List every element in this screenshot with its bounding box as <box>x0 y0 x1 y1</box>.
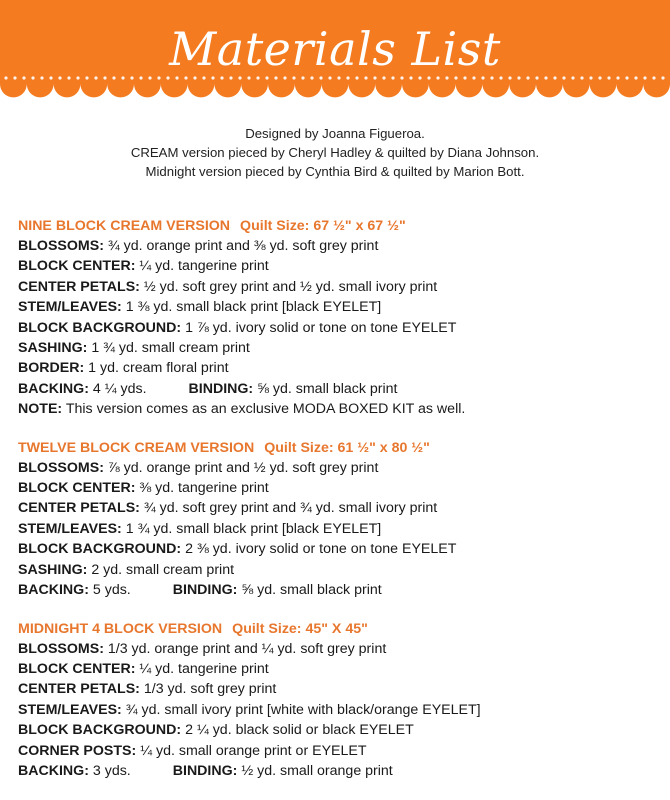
material-label: BINDING: <box>172 582 238 599</box>
material-label: NOTE: <box>18 401 63 418</box>
quilt-size: Quilt Size: 61 ½" x 80 ½" <box>264 439 430 456</box>
material-label: BLOCK CENTER: <box>18 480 136 497</box>
section-heading <box>18 619 658 639</box>
material-text: ¼ yd. small orange print or EYELET <box>140 742 367 759</box>
material-label: STEM/LEAVES: <box>18 701 122 718</box>
material-label: BLOCK BACKGROUND: <box>18 541 182 558</box>
section-title: MIDNIGHT 4 BLOCK VERSION <box>18 620 223 637</box>
material-text: ⅝ yd. small black print <box>257 380 398 397</box>
material-text: 5 yds. <box>92 582 131 599</box>
material-line <box>18 478 658 498</box>
material-line <box>18 498 658 518</box>
material-line <box>18 338 658 358</box>
material-text: 1 ¾ yd. small cream print <box>91 340 250 357</box>
material-text: 1 ¾ yd. small black print [black EYELET] <box>125 520 382 537</box>
material-label: CORNER POSTS: <box>18 742 137 759</box>
materials-section <box>18 438 658 601</box>
material-line <box>18 318 658 338</box>
material-line <box>18 679 658 699</box>
material-text: 1 ⅜ yd. small black print [black EYELET] <box>125 299 382 316</box>
material-label: BLOCK BACKGROUND: <box>18 319 182 336</box>
material-text: This version comes as an exclusive MODA BOXED KIT as well. <box>65 401 466 418</box>
material-text: ⅜ yd. tangerine print <box>139 480 269 497</box>
credit-line-cream: CREAM version pieced by Cheryl Hadley & quilted by Diana Johnson. <box>130 145 540 160</box>
material-line <box>18 741 658 761</box>
section-title: TWELVE BLOCK CREAM VERSION <box>18 439 255 456</box>
material-label: BLOCK CENTER: <box>18 258 136 275</box>
material-text: 1 yd. cream floral print <box>88 360 229 377</box>
credits <box>0 124 670 181</box>
material-text: 2 ¼ yd. black solid or black EYELET <box>185 722 414 739</box>
material-label: BINDING: <box>188 380 254 397</box>
material-line <box>18 539 658 559</box>
material-line <box>18 236 658 256</box>
material-text: ½ yd. soft grey print and ½ yd. small ivory print <box>143 278 438 295</box>
material-label: SASHING: <box>18 340 88 357</box>
material-label: BLOSSOMS: <box>18 459 104 476</box>
credit-line-designer: Designed by Joanna Figueroa. <box>245 126 425 141</box>
materials-section <box>18 619 658 782</box>
material-line <box>18 519 658 539</box>
material-text: ¾ yd. soft grey print and ¾ yd. small ivory print <box>143 500 438 517</box>
material-text: ¾ yd. small ivory print [white with black/orange EYELET] <box>125 701 481 718</box>
section-heading <box>18 438 658 458</box>
material-text: 1/3 yd. orange print and ¼ yd. soft grey print <box>107 640 387 657</box>
material-text: 4 ¼ yds. <box>92 380 147 397</box>
material-label: BACKING: <box>18 762 89 779</box>
material-text: 1 ⅞ yd. ivory solid or tone on tone EYELET <box>185 319 457 336</box>
material-label: STEM/LEAVES: <box>18 520 122 537</box>
material-label: CENTER PETALS: <box>18 278 140 295</box>
material-label: BORDER: <box>18 360 85 377</box>
material-line <box>18 277 658 297</box>
material-label: BLOCK CENTER: <box>18 660 136 677</box>
material-line <box>18 256 658 276</box>
material-line <box>18 379 658 399</box>
material-line <box>18 297 658 317</box>
material-line <box>18 580 658 600</box>
quilt-size: Quilt Size: 45" X 45" <box>232 620 368 637</box>
material-line <box>18 720 658 740</box>
section-title: NINE BLOCK CREAM VERSION <box>18 218 231 234</box>
material-text: ¾ yd. orange print and ⅜ yd. soft grey print <box>107 238 379 254</box>
section-heading <box>18 216 658 236</box>
material-label: BLOSSOMS: <box>18 640 104 657</box>
material-line <box>18 358 658 378</box>
material-text: 3 yds. <box>92 762 131 779</box>
material-label: BACKING: <box>18 380 89 397</box>
material-text: 2 ⅜ yd. ivory solid or tone on tone EYELET <box>185 541 457 558</box>
material-label: BLOSSOMS: <box>18 238 104 254</box>
material-label: SASHING: <box>18 561 88 578</box>
materials-sections <box>18 216 658 799</box>
material-label: CENTER PETALS: <box>18 681 140 698</box>
material-line <box>18 560 658 580</box>
material-text: ¼ yd. tangerine print <box>139 660 269 677</box>
materials-section <box>18 216 658 420</box>
material-label: BLOCK BACKGROUND: <box>18 722 182 739</box>
material-text: 2 yd. small cream print <box>91 561 235 578</box>
material-label: BINDING: <box>172 762 238 779</box>
material-line <box>18 659 658 679</box>
material-text: ½ yd. small orange print <box>241 762 393 779</box>
material-text: 1/3 yd. soft grey print <box>143 681 277 698</box>
material-line <box>18 458 658 478</box>
header-banner <box>0 0 670 118</box>
material-line <box>18 399 658 419</box>
material-text: ⅞ yd. orange print and ½ yd. soft grey print <box>107 459 379 476</box>
material-label: BACKING: <box>18 582 89 599</box>
material-line <box>18 761 658 781</box>
material-text: ⅝ yd. small black print <box>241 582 382 599</box>
material-label: CENTER PETALS: <box>18 500 140 517</box>
credit-line-midnight: Midnight version pieced by Cynthia Bird & quilted by Marion Bott. <box>145 164 525 179</box>
material-label: STEM/LEAVES: <box>18 299 122 316</box>
material-line <box>18 700 658 720</box>
material-line <box>18 639 658 659</box>
quilt-size: Quilt Size: 67 ½" x 67 ½" <box>240 218 406 234</box>
page-title: Materials List <box>169 22 501 76</box>
material-text: ¼ yd. tangerine print <box>139 258 269 275</box>
